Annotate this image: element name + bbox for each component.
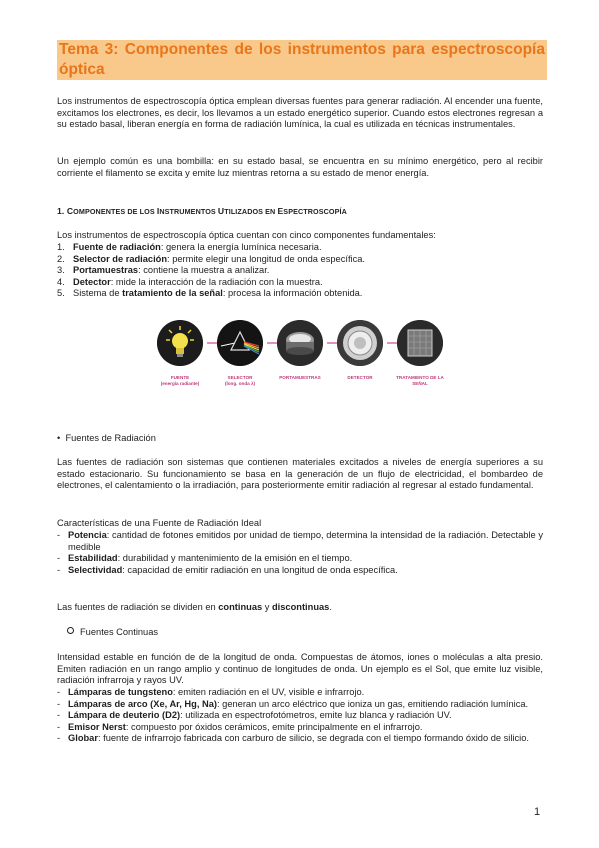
item-term: Lámparas de tungsteno <box>68 687 173 697</box>
stage-label: PORTAMUESTRAS <box>279 375 321 380</box>
intro-paragraph-1: Los instrumentos de espectroscopía óptica emplean diversas fuentes para generar radiación. Al encender una fuente, excitamos los electrones, es decir, los llevamos a un estado energético superior. Cuando estos electrones regresan a su estado basal, liberan energía en forma de radiación lumínica, la cual es utilizada en técnicas instrumentales. <box>57 96 543 130</box>
item-number: 2. <box>57 253 65 264</box>
heading-part: U <box>217 206 225 216</box>
fuentes-paragraph: Las fuentes de radiación son sistemas que contienen materiales excitados a niveles de energía superiores a su estado estacionario. Su funcionamiento se basa en la generación de un flujo de electricidad, el bombardeo de electrones, el calentamiento o la irradiación, para posteriormente emitir radiación al regresar al estado fundamental. <box>57 457 543 491</box>
list-item: - Estabilidad: durabilidad y mantenimiento de la emisión en el tiempo. <box>57 553 353 564</box>
item-term: Selector de radiación <box>73 253 168 264</box>
item-text: : fuente de infrarrojo fabricada con carburo de silicio, se degrada con el tiempo formando óxido de silicio. <box>97 733 529 744</box>
item-number: 4. <box>57 276 65 287</box>
division-text: y <box>262 602 272 612</box>
list-item: - Globar: fuente de infrarrojo fabricada con carburo de silicio, se degrada con el tiempo formando óxido de silicio. <box>57 733 529 744</box>
list-item: - Potencia: cantidad de fotones emitidos por unidad de tiempo, determina la intensidad de la radiación. Detectable y medible <box>57 530 543 552</box>
item-term: Lámparas de arco (Xe, Ar, Hg, Na) <box>68 698 217 709</box>
page-number: 1 <box>534 806 541 818</box>
instrument-diagram <box>150 320 450 400</box>
item-text: : contiene la muestra a analizar. <box>138 265 270 276</box>
list-item: - Lámpara de deuterio (D2): utilizada en espectrofotómetros, emite luz blanca y radiación UV. <box>57 710 452 721</box>
lightbulb-icon <box>157 320 203 366</box>
division-text: . <box>329 602 332 612</box>
list-item: - Selectividad: capacidad de emitir radiación en una longitud de onda específica. <box>57 564 398 575</box>
stage-caption <box>330 375 390 381</box>
intro-paragraph-2: Un ejemplo común es una bombilla: en su estado basal, se encuentra en su mínimo energético, pero al recibir corriente el filamento se excita y emite luz mientras retorna a su estado de menor energía. <box>57 156 543 178</box>
list-item: - Lámparas de arco (Xe, Ar, Hg, Na): generan un arco eléctrico que ioniza un gas, emitiendo radiación lumínica. <box>57 698 529 709</box>
list-item <box>57 288 543 300</box>
heading-part: E <box>277 206 284 216</box>
heading-part: NSTRUMENTOS <box>159 207 218 216</box>
item-number: 3. <box>57 265 65 276</box>
list-item: - Emisor Nerst: compuesto por óxidos cerámicos, emite principalmente en el infrarrojo. <box>57 721 423 732</box>
item-text: : durabilidad y mantenimiento de la emisión en el tiempo. <box>117 553 353 564</box>
signal-processor-icon <box>397 320 443 366</box>
item-text: : mide la interacción de la radiación con la muestra. <box>110 276 323 287</box>
item-term: tratamiento de la señal <box>122 288 223 299</box>
stage-caption <box>270 375 330 381</box>
list-item <box>57 242 543 254</box>
item-text: : utilizada en espectrofotómetros, emite luz blanca y radiación UV. <box>180 710 452 721</box>
ideal-list <box>57 530 543 576</box>
item-term: Portamuestras <box>73 265 139 276</box>
division-term: continuas <box>218 602 263 612</box>
item-number: 5. <box>57 288 65 299</box>
item-text: : generan un arco eléctrico que ioniza un gas, emitiendo radiación lumínica. <box>216 698 529 709</box>
section-number: 1. <box>57 206 67 216</box>
division-paragraph <box>57 602 543 614</box>
bullet-icon: • <box>57 433 61 443</box>
circle-bullet-icon <box>67 627 74 634</box>
list-item <box>57 265 543 277</box>
item-text: : cantidad de fotones emitidos por unidad de tiempo, determina la intensidad de la radiación. Detectable y medible <box>68 530 543 552</box>
prism-icon <box>217 320 263 366</box>
item-term: Emisor Nerst <box>68 721 126 732</box>
heading-part: OMPONENTES DE LOS <box>73 207 157 216</box>
detector-icon <box>337 320 383 366</box>
stage-detector <box>330 320 390 381</box>
item-term: Globar <box>68 733 98 744</box>
item-term: Potencia <box>68 530 107 540</box>
stage-fuente <box>150 320 210 386</box>
item-term: Selectividad <box>68 564 123 575</box>
item-term: Estabilidad <box>68 553 118 564</box>
list-item <box>57 277 543 289</box>
continuas-heading <box>67 627 158 639</box>
item-term: Fuente de radiación <box>73 242 161 252</box>
item-term: Lámpara de deuterio (D2) <box>68 710 181 721</box>
continuas-list <box>57 687 543 745</box>
stage-label: TRATAMIENTO DE LA <box>396 375 444 380</box>
fuentes-heading <box>57 433 156 445</box>
continuas-paragraph: Intensidad estable en función de de la longitud de onda. Compuestas de átomos, iones o moléculas a alta presio. Emiten radiación en un rango amplio y continuo de longitudes de onda. Un ejemplo es el Sol, que emite luz visible, radiación infrarroja y rayos UV. <box>57 652 543 686</box>
division-term: discontinuas <box>272 602 330 612</box>
section-lead: Los instrumentos de espectroscopía óptica cuentan con cinco componentes fundamentales: <box>57 230 436 240</box>
list-item: - Lámparas de tungsteno: emiten radiación en el UV, visible e infrarrojo. <box>57 687 365 697</box>
stage-portamuestras <box>270 320 330 381</box>
item-text: : compuesto por óxidos cerámicos, emite principalmente en el infrarrojo. <box>125 721 423 732</box>
heading-part: SPECTROSCOPÍA <box>283 207 347 216</box>
continuas-heading-text: Fuentes Continuas <box>80 627 159 637</box>
item-term: Detector <box>73 276 111 287</box>
ideal-heading: Características de una Fuente de Radiación Ideal <box>57 518 262 528</box>
stage-caption <box>150 375 210 386</box>
division-text: Las fuentes de radiación se dividen en <box>57 602 219 612</box>
list-item <box>57 254 543 266</box>
heading-part: I <box>156 206 160 216</box>
stage-label: SELECTOR <box>227 375 253 380</box>
section-heading <box>57 206 347 216</box>
stage-sublabel: SEÑAL <box>412 380 428 386</box>
heading-part: TILIZADOS EN <box>224 207 278 216</box>
item-text: : genera la energía lumínica necesaria. <box>160 242 322 252</box>
stage-sublabel: (long. onda λ) <box>224 380 256 386</box>
components-list <box>57 242 543 300</box>
stage-tratamiento <box>390 320 450 386</box>
heading-part: C <box>66 206 74 216</box>
page-title: Tema 3: Componentes de los instrumentos para espectroscopía óptica <box>59 41 545 78</box>
stage-selector <box>210 320 270 386</box>
stage-caption <box>210 375 270 386</box>
item-text: : permite elegir una longitud de onda específica. <box>167 253 365 264</box>
item-text: : capacidad de emitir radiación en una longitud de onda específica. <box>122 564 398 575</box>
item-number: 1. <box>57 242 65 252</box>
stage-sublabel: (energía radiante) <box>160 380 200 386</box>
item-text: : procesa la información obtenida. <box>222 288 363 299</box>
stage-label: DETECTOR <box>347 375 373 380</box>
sample-holder-icon <box>277 320 323 366</box>
item-text: Sistema de <box>73 288 123 299</box>
stage-caption <box>390 375 450 386</box>
fuentes-heading-text: Fuentes de Radiación <box>65 433 156 443</box>
item-text: : emiten radiación en el UV, visible e infrarrojo. <box>172 687 365 697</box>
stage-label: FUENTE <box>170 375 190 380</box>
